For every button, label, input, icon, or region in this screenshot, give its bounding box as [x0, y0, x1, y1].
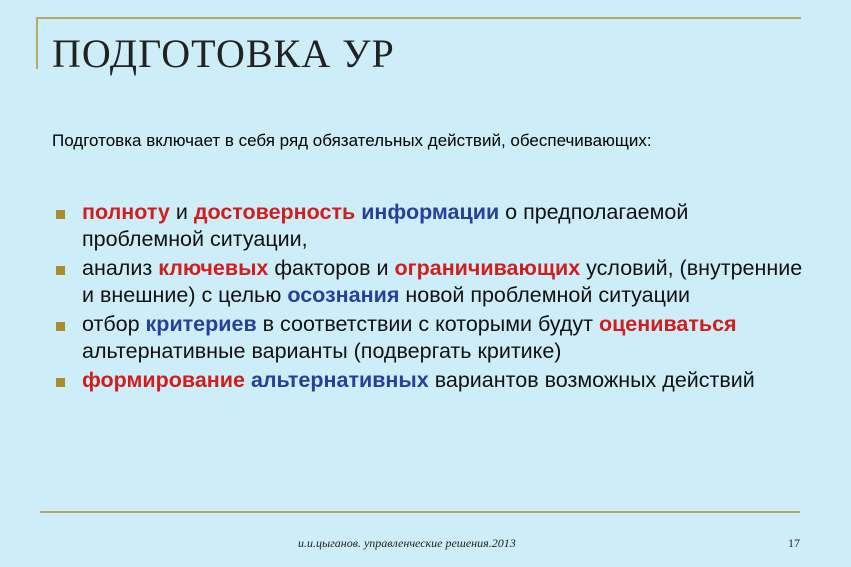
bullet-4-part-4: вариантов возможных действий: [428, 368, 755, 392]
bullet-list: [52, 199, 812, 396]
bullet-3-part-5: альтернативные варианты (подвергать критике): [82, 339, 562, 363]
bullet-item: [52, 255, 812, 309]
bullet-3-part-2: критериев: [145, 312, 257, 336]
square-bullet-icon: [56, 210, 65, 219]
title-frame-top-rule: [36, 17, 801, 19]
bullet-1-part-5: информации: [361, 200, 500, 224]
bullet-2-part-7: новой проблемной ситуации: [399, 283, 690, 307]
bullet-3-part-4: оцениваться: [598, 312, 737, 336]
square-bullet-icon: [56, 322, 65, 331]
bullet-1-part-2: и: [169, 200, 194, 224]
slide-title: ПОДГОТОВКА УР: [52, 31, 395, 76]
bullet-item: [52, 199, 812, 253]
footer-rule: [40, 511, 800, 513]
square-bullet-icon: [56, 378, 65, 387]
page-number: 17: [788, 536, 800, 550]
bullet-1-part-6: о предполагаемой проблемной ситуации,: [82, 200, 689, 251]
bullet-4-part-1: формирование: [82, 368, 245, 392]
square-bullet-icon: [56, 266, 65, 275]
bullet-1-part-3: достоверность: [193, 200, 356, 224]
footer-caption: и.и.цыганов. управленческие решения.2013: [298, 536, 516, 550]
bullet-4-part-3: альтернативных: [250, 368, 429, 392]
bullet-item: [52, 367, 812, 394]
bullet-2-part-2: ключевых: [158, 256, 269, 280]
intro-text: Подготовка включает в себя ряд обязательных действий, обеспечивающих:: [52, 131, 652, 150]
title-frame-left-rule: [36, 17, 38, 69]
bullet-2-part-4: ограничивающих: [394, 256, 581, 280]
bullet-1-part-1: полноту: [82, 200, 170, 224]
bullet-3-part-3: в соответствии с которыми будут: [256, 312, 599, 336]
bullet-2-part-5: условий, (внутренние и внешние) с целью: [82, 256, 803, 307]
bullet-2-part-6: осознания: [287, 283, 400, 307]
bullet-2-part-1: анализ: [82, 256, 159, 280]
bullet-2-part-3: факторов и: [268, 256, 395, 280]
bullet-item: [52, 311, 812, 365]
bullet-3-part-1: отбор: [82, 312, 146, 336]
